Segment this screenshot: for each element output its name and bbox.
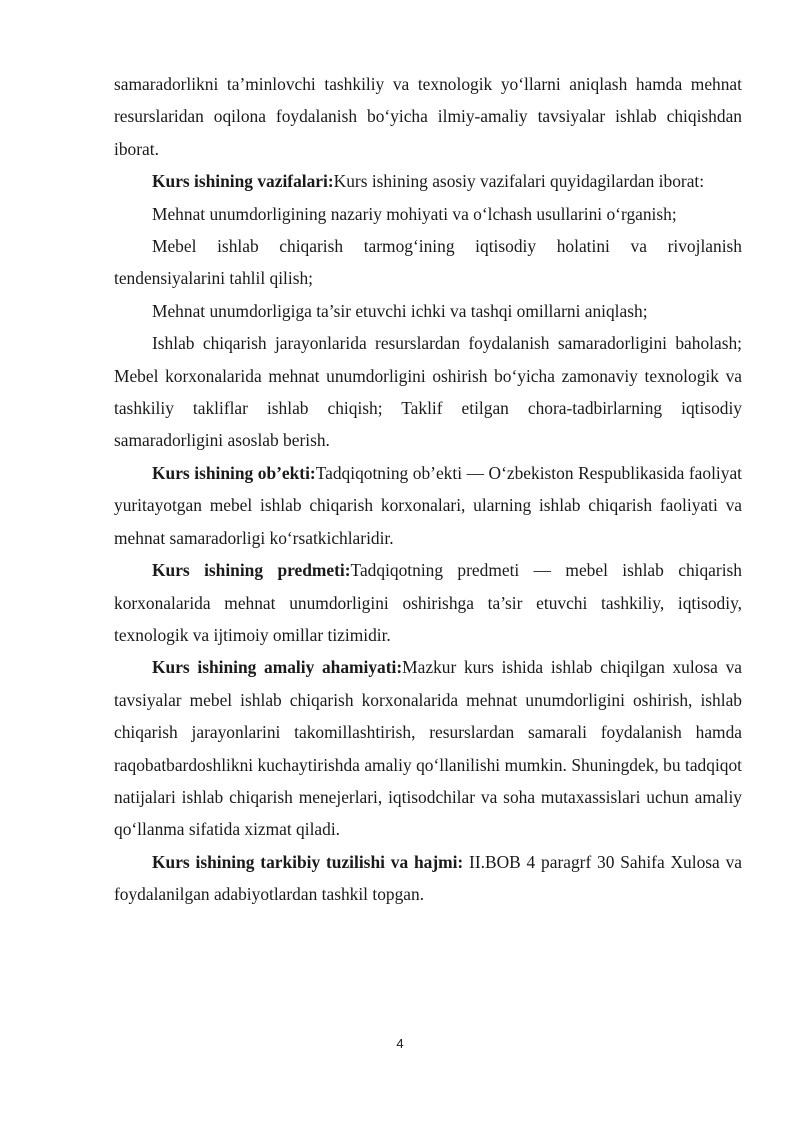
paragraph-text: Mazkur kurs ishida ishlab chiqilgan xulosa va tavsiyalar mebel ishlab chiqarish korxonalarida mehnat unumdorligini oshirish, ishlab chiqarish jarayonlarini takomillashtirish, resurslardan samarali foydalanish hamda raqobatbardoshlikni kuchaytirishda amaliy qo‘llanilishi mumkin. Shuningdek, bu tadqiqot natijalari ishlab chiqarish menejerlari, iqtisodchilar va soha mutaxassislari uchun amaliy qo‘llanma sifatida xizmat qiladi.	[114, 657, 742, 840]
paragraph-significance	[114, 651, 742, 845]
paragraph-subject	[114, 554, 742, 651]
paragraph-text: Mebel ishlab chiqarish tarmog‘ining iqtisodiy holatini va rivojlanish tendensiyalarini tahlil qilish;	[114, 236, 742, 289]
paragraph-text: Ishlab chiqarish jarayonlarida resurslardan foydalanish samaradorligini baholash; Mebel korxonalarida mehnat unumdorligini oshirish bo‘yicha zamonaviy texnologik va tashkiliy takliflar ishlab chiqish; Taklif etilgan chora-tadbirlarning iqtisodiy samaradorligini asoslab berish.	[114, 333, 742, 451]
section-heading: Kurs ishining predmeti:	[152, 560, 351, 581]
paragraph-intro	[114, 68, 742, 165]
document-body	[114, 68, 742, 911]
paragraph-text: samaradorlikni ta’minlovchi tashkiliy va texnologik yo‘llarni aniqlash hamda mehnat resurslaridan oqilona foydalanish bo‘yicha ilmiy-amaliy tavsiyalar ishlab chiqishdan iborat.	[114, 74, 742, 159]
task-item	[114, 230, 742, 295]
paragraph-text: Tadqiqotning predmeti — mebel ishlab chiqarish korxonalarida mehnat unumdorligini oshirishga ta’sir etuvchi tashkiliy, iqtisodiy, texnologik va ijtimoiy omillar tizimidir.	[114, 560, 742, 645]
page-number: 4	[396, 1036, 404, 1051]
section-heading: Kurs ishining tarkibiy tuzilishi va hajmi:	[152, 851, 464, 872]
section-heading: Kurs ishining vazifalari:	[152, 171, 334, 192]
section-heading: Kurs ishining ob’ekti:	[152, 462, 316, 483]
task-item	[114, 198, 742, 230]
task-item	[114, 295, 742, 327]
paragraph-text: Mehnat unumdorligiga ta’sir etuvchi ichki va tashqi omillarni aniqlash;	[152, 300, 648, 321]
task-item	[114, 327, 742, 457]
paragraph-structure	[114, 846, 742, 911]
paragraph-object	[114, 457, 742, 554]
section-heading: Kurs ishining amaliy ahamiyati:	[152, 657, 403, 678]
paragraph-text: II.BOB 4 paragrf 30 Sahifa Xulosa va foydalanilgan adabiyotlardan tashkil topgan.	[114, 851, 742, 905]
paragraph-text: Kurs ishining asosiy vazifalari quyidagilardan iborat:	[333, 171, 705, 192]
paragraph-text: Mehnat unumdorligining nazariy mohiyati va o‘lchash usullarini o‘rganish;	[152, 203, 677, 224]
paragraph-tasks	[114, 165, 742, 197]
paragraph-text: Tadqiqotning ob’ekti — O‘zbekiston Respublikasida faoliyat yuritayotgan mebel ishlab chiqarish korxonalari, ularning ishlab chiqarish faoliyati va mehnat samaradorligi ko‘rsatkichlaridir.	[114, 462, 742, 548]
